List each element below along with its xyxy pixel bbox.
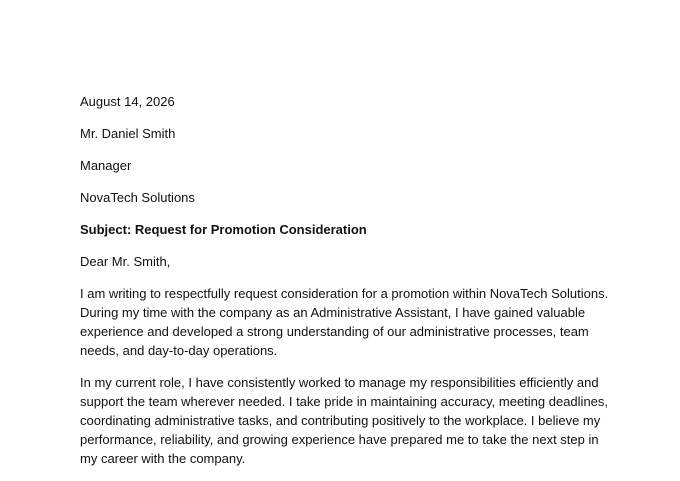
letter-date: August 14, 2026 [80, 94, 175, 109]
recipient-title: Manager [80, 158, 132, 173]
letter-body [80, 92, 610, 481]
letter-subject: Subject: Request for Promotion Consideration [80, 222, 367, 237]
recipient-company: NovaTech Solutions [80, 190, 195, 205]
paragraph-intro: I am writing to respectfully request consideration for a promotion within NovaTech Solutions. During my time with the company as an Administrative Assistant, I have gained valuable experience and developed a strong understanding of our administrative processes, team needs, and day-to-day operations. [80, 286, 609, 358]
recipient-name: Mr. Daniel Smith [80, 126, 176, 141]
salutation: Dear Mr. Smith, [80, 254, 171, 269]
paragraph-current-role: In my current role, I have consistently worked to manage my responsibilities efficiently and support the team wherever needed. I take pride in maintaining accuracy, meeting deadlines, coordinating administrative tasks, and contributing positively to the workplace. I believe my performance, reliability, and growing experience have prepared me to take the next step in my career with the company. [80, 375, 609, 466]
